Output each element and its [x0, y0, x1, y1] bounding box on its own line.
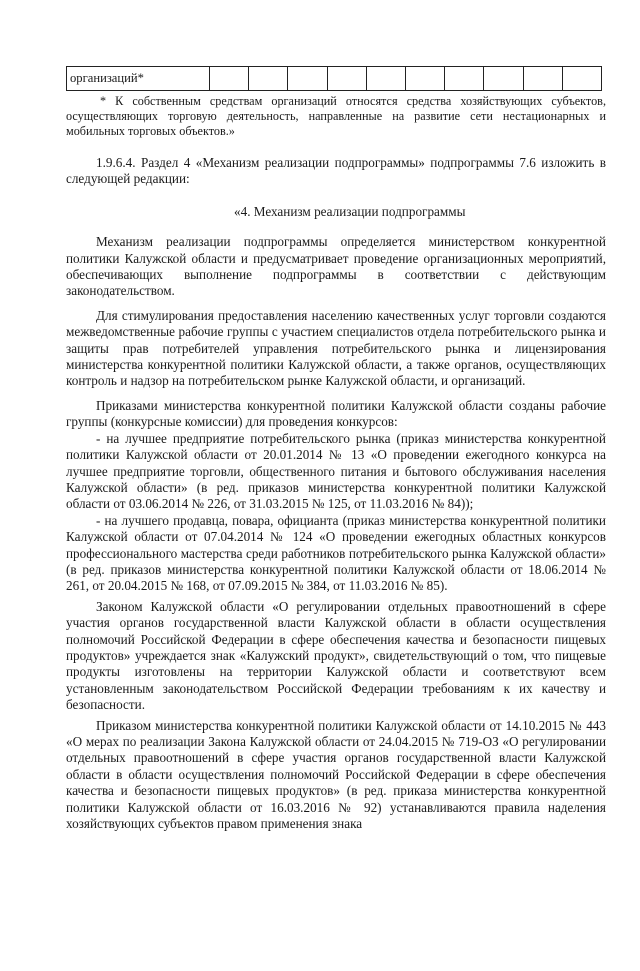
table-cell	[445, 67, 484, 91]
footnote	[66, 94, 606, 139]
table-cell	[210, 67, 249, 91]
list-item-best-enterprise: - на лучшее предприятие потребительского рынка (приказ министерства конкурентной политики Калужской области от 20.01.2014 № 13 «О проведении ежегодного конкурса на лучшее предприятие торговли, общественного питания и бытового обслуживания населения Калужской области» (в ред. приказов министерства конкурентной политики Калужской области от 03.06.2014 № 226, от 31.03.2015 № 125, от 11.03.2016 № 84));	[66, 430, 606, 512]
table-cell	[249, 67, 288, 91]
table-fragment	[66, 66, 602, 91]
paragraph-working-groups: Для стимулирования предоставления населению качественных услуг торговли создаются межведомственные рабочие группы с участием специалистов отдела потребительского рынка и защиты прав потребителей управления потребительского рынка и лицензирования министерства конкурентной политики Калужской области, а также органов, осуществляющих контроль и надзор на потребительском рынке Калужской области, и организаций.	[66, 307, 606, 389]
section-title: «4. Механизм реализации подпрограммы	[234, 203, 466, 219]
table-cell	[523, 67, 562, 91]
document-page	[0, 66, 640, 971]
table-cell	[562, 67, 601, 91]
table-cell	[288, 67, 327, 91]
paragraph-kaluga-product: Законом Калужской области «О регулировании отдельных правоотношений в сфере участия органов государственной власти Калужской области в области осуществления полномочий Российской Федерации в сфере обеспечения качества и безопасности пищевых продуктов» учреждается знак «Калужский продукт», свидетельствующий о том, что пищевые продукты изготовлены на территории Калужской области и соответствуют всем установленным законодательством Российской Федерации требованиям к их качеству и безопасности.	[66, 598, 606, 713]
intro-paragraph: 1.9.6.4. Раздел 4 «Механизм реализации подпрограммы» подпрограммы 7.6 изложить в следующей редакции:	[66, 155, 606, 187]
table-cell-label: организаций*	[67, 67, 210, 91]
paragraph-order-443: Приказом министерства конкурентной политики Калужской области от 14.10.2015 № 443 «О мерах по реализации Закона Калужской области от 24.04.2015 № 719-ОЗ «О регулировании отдельных правоотношений в сфере участия органов государственной власти Калужской области в области осуществления полномочий Российской Федерации в сфере обеспечения качества и безопасности пищевых продуктов» (в ред. приказа министерства конкурентной политики Калужской области от 16.03.2016 № 92) устанавливаются правила наделения хозяйствующих субъектов правом применения знака	[66, 717, 606, 832]
table-row	[67, 67, 602, 91]
list-item-best-seller: - на лучшего продавца, повара, официанта (приказ министерства конкурентной политики Калужской области от 07.04.2014 № 124 «О проведении ежегодных областных конкурсов профессионального мастерства среди работников потребительского рынка Калужской области» (в ред. приказов министерства конкурентной политики Калужской области от 18.06.2014 № 261, от 20.04.2015 № 168, от 07.09.2015 № 384, от 11.03.2016 № 85).	[66, 512, 606, 594]
footnote-text: * К собственным средствам организаций относятся средства хозяйствующих субъектов, осуществляющих торговую деятельность, направленные на развитие сети нестационарных и мобильных торговых объектов.»	[66, 94, 606, 138]
table-cell	[484, 67, 523, 91]
table-cell	[366, 67, 405, 91]
paragraph-orders: Приказами министерства конкурентной политики Калужской области созданы рабочие группы (конкурсные комиссии) для проведения конкурсов:	[66, 397, 606, 430]
table-cell	[405, 67, 444, 91]
table-cell	[327, 67, 366, 91]
paragraph-mechanism: Механизм реализации подпрограммы определяется министерством конкурентной политики Калужской области и предусматривает проведение организационных мероприятий, обеспечивающих выполнение подпрограммы в соответствии с действующим законодательством.	[66, 234, 606, 299]
